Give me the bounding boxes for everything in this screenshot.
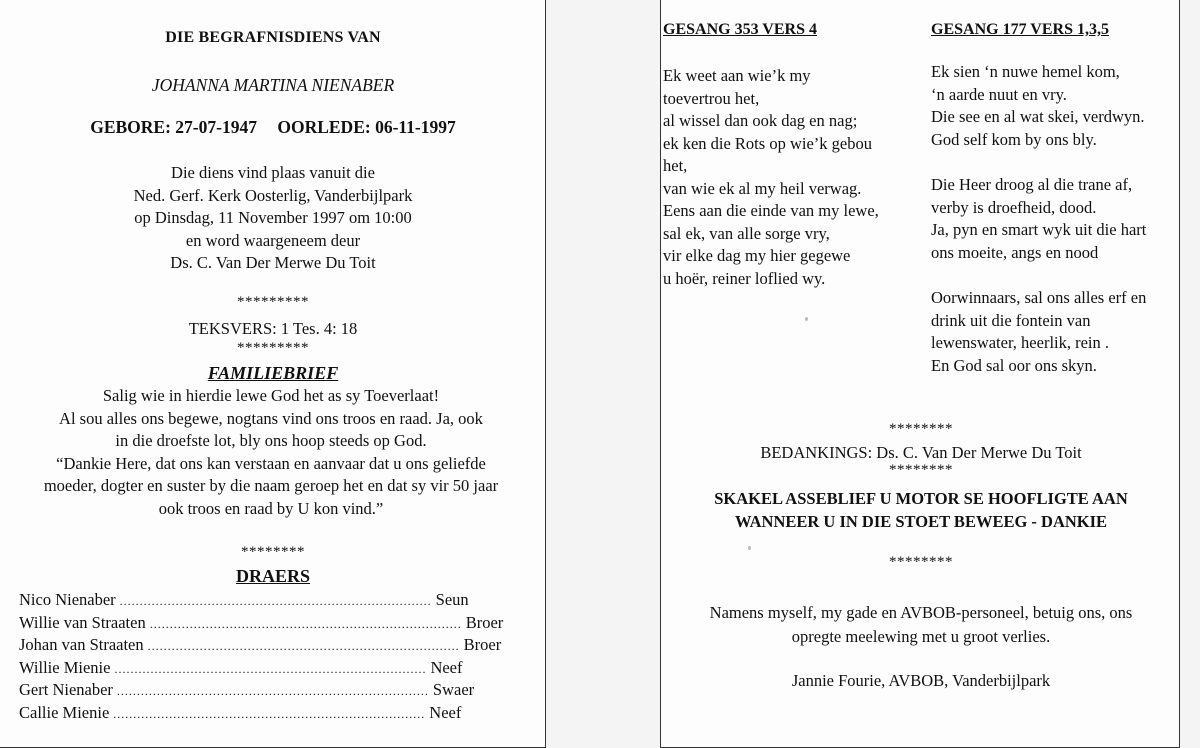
verse-line: het, bbox=[663, 156, 688, 175]
bearer-name: Johan van Straaten bbox=[19, 635, 144, 654]
birth-date: GEBORE: 27-07-1947 bbox=[90, 117, 257, 137]
separator-stars: ********* bbox=[237, 294, 309, 310]
verse-line: drink uit die fontein van bbox=[931, 310, 1091, 330]
hymn-1-title: GESANG 353 VERS 4 bbox=[663, 21, 817, 38]
sympathy-line: Namens myself, my gade en AVBOB-personeel, betuig ons, ons bbox=[709, 603, 1133, 622]
verse-line: toevertrou het, bbox=[663, 88, 760, 108]
letter-line: Salig wie in hierdie lewe God het as sy Toeverlaat! bbox=[102, 386, 440, 405]
dot-leader: .............................................................................. bbox=[116, 684, 429, 698]
service-line: en word waargeneem deur bbox=[185, 230, 361, 250]
verse-line: Oorwinnaars, sal ons alles erf en bbox=[931, 288, 1147, 307]
paper-speck bbox=[748, 546, 751, 550]
bearer-relation: Broer bbox=[463, 635, 502, 654]
scripture-reference: TEKSVERS: 1 Tes. 4: 18 bbox=[188, 319, 358, 338]
verse-line: lewenswater, heerlik, rein . bbox=[931, 333, 1110, 352]
stanza bbox=[931, 287, 1186, 377]
verse-line: Ek weet aan wie’k my bbox=[663, 66, 811, 85]
service-line: Die diens vind plaas vanuit die bbox=[171, 163, 375, 182]
acknowledgements: BEDANKINGS: Ds. C. Van Der Merwe Du Toit bbox=[760, 443, 1082, 462]
verse-line: Eens aan die einde van my lewe, bbox=[663, 201, 879, 220]
service-title: DIE BEGRAFNISDIENS VAN bbox=[165, 29, 381, 46]
verse-line: En God sal oor ons skyn. bbox=[931, 355, 1097, 375]
headlights-notice bbox=[661, 487, 1181, 533]
verse-line: u hoër, reiner loflied wy. bbox=[663, 268, 826, 288]
dot-leader: .............................................................................. bbox=[147, 639, 460, 653]
hymn-2-title: GESANG 177 VERS 1,3,5 bbox=[931, 21, 1109, 38]
service-details bbox=[0, 162, 547, 275]
family-letter bbox=[5, 385, 537, 520]
dot-leader: .............................................................................. bbox=[113, 706, 426, 721]
service-line: op Dinsdag, 11 November 1997 om 10:00 bbox=[134, 208, 412, 227]
letter-line: in die droefste lot, bly ons hoop steeds op God. bbox=[115, 431, 427, 450]
separator-stars: ******** bbox=[889, 462, 953, 478]
verse-line: sal ek, van alle sorge vry, bbox=[663, 223, 830, 243]
bearer-row bbox=[19, 589, 469, 612]
bearer-relation: Seun bbox=[435, 590, 469, 609]
verse-line: ek ken die Rots op wie’k gebou bbox=[663, 133, 872, 153]
bearer-row bbox=[19, 612, 504, 635]
verse-line: Ja, pyn en smart wyk uit die hart bbox=[931, 220, 1147, 239]
service-line: Ned. Gerf. Kerk Oosterlig, Vanderbijlpark bbox=[133, 185, 413, 205]
stanza bbox=[931, 174, 1186, 264]
letter-line: moeder, dogter en suster by die naam geroep het en dat sy vir 50 jaar bbox=[43, 476, 499, 495]
left-page bbox=[0, 0, 546, 748]
bearer-relation: Neef bbox=[429, 702, 462, 722]
bearer-name: Willie Mienie bbox=[19, 657, 111, 677]
verse-line: Die Heer droog al die trane af, bbox=[931, 175, 1133, 194]
bearer-name: Callie Mienie bbox=[19, 702, 110, 722]
sign-off: Jannie Fourie, AVBOB, Vanderbijlpark bbox=[791, 671, 1051, 690]
verse-line: van wie ek al my heil verwag. bbox=[663, 178, 862, 198]
bearers-heading: DRAERS bbox=[235, 566, 310, 586]
separator-stars: ******** bbox=[241, 544, 305, 560]
bearer-relation: Neef bbox=[430, 657, 463, 677]
sympathy-message bbox=[661, 601, 1181, 648]
bearer-row bbox=[19, 657, 463, 680]
bearer-relation: Broer bbox=[465, 612, 504, 632]
service-line: Ds. C. Van Der Merwe Du Toit bbox=[170, 253, 376, 272]
verse-line: ‘n aarde nuut en vry. bbox=[931, 84, 1067, 104]
letter-line: “Dankie Here, dat ons kan verstaan en aanvaar dat u ons geliefde bbox=[56, 453, 486, 473]
notice-line: SKAKEL ASSEBLIEF U MOTOR SE HOOFLIGTE AAN bbox=[714, 489, 1128, 508]
verse-line: Die see en al wat skei, verdwyn. bbox=[931, 107, 1145, 126]
bearer-name: Nico Nienaber bbox=[19, 590, 116, 609]
bearer-row bbox=[19, 679, 475, 702]
bearer-relation: Swaer bbox=[432, 680, 475, 699]
stanza bbox=[931, 61, 1186, 151]
verse-line: al wissel dan ook dag en nag; bbox=[663, 111, 858, 130]
dot-leader: .............................................................................. bbox=[119, 594, 432, 608]
sympathy-line: opregte meelewing met u groot verlies. bbox=[791, 626, 1051, 646]
death-date: OORLEDE: 06-11-1997 bbox=[277, 117, 456, 137]
bearers-list bbox=[19, 589, 504, 724]
bearer-name: Gert Nienaber bbox=[19, 680, 113, 699]
bearer-row bbox=[19, 702, 462, 725]
paper-speck bbox=[805, 317, 808, 321]
dates-line bbox=[0, 117, 547, 138]
verse-line: Ek sien ‘n nuwe hemel kom, bbox=[931, 62, 1120, 81]
letter-line: Al sou alles ons begewe, nogtans vind ons troos en raad. Ja, ook bbox=[59, 408, 483, 428]
right-page bbox=[660, 0, 1180, 748]
hymn-1-verse bbox=[663, 65, 918, 290]
dot-leader: .............................................................................. bbox=[149, 616, 462, 631]
verse-line: ons moeite, angs en nood bbox=[931, 242, 1099, 262]
separator-stars: ******** bbox=[889, 554, 953, 570]
verse-line: vir elke dag my hier gegewe bbox=[663, 246, 851, 265]
bearer-row bbox=[19, 634, 502, 657]
deceased-name: JOHANNA MARTINA NIENABER bbox=[151, 75, 395, 95]
family-letter-heading: FAMILIEBRIEF bbox=[207, 363, 339, 383]
hymn-2-verses bbox=[931, 61, 1186, 400]
dot-leader: .............................................................................. bbox=[114, 661, 427, 676]
letter-line: ook troos en raad by U kon vind.” bbox=[158, 498, 384, 518]
separator-stars: ********* bbox=[237, 340, 309, 356]
bearer-name: Willie van Straaten bbox=[19, 612, 146, 632]
verse-line: verby is droefheid, dood. bbox=[931, 197, 1097, 217]
notice-line: WANNEER U IN DIE STOET BEWEEG - DANKIE bbox=[734, 512, 1108, 531]
verse-line: God self kom by ons bly. bbox=[931, 129, 1097, 149]
separator-stars: ******** bbox=[889, 421, 953, 437]
